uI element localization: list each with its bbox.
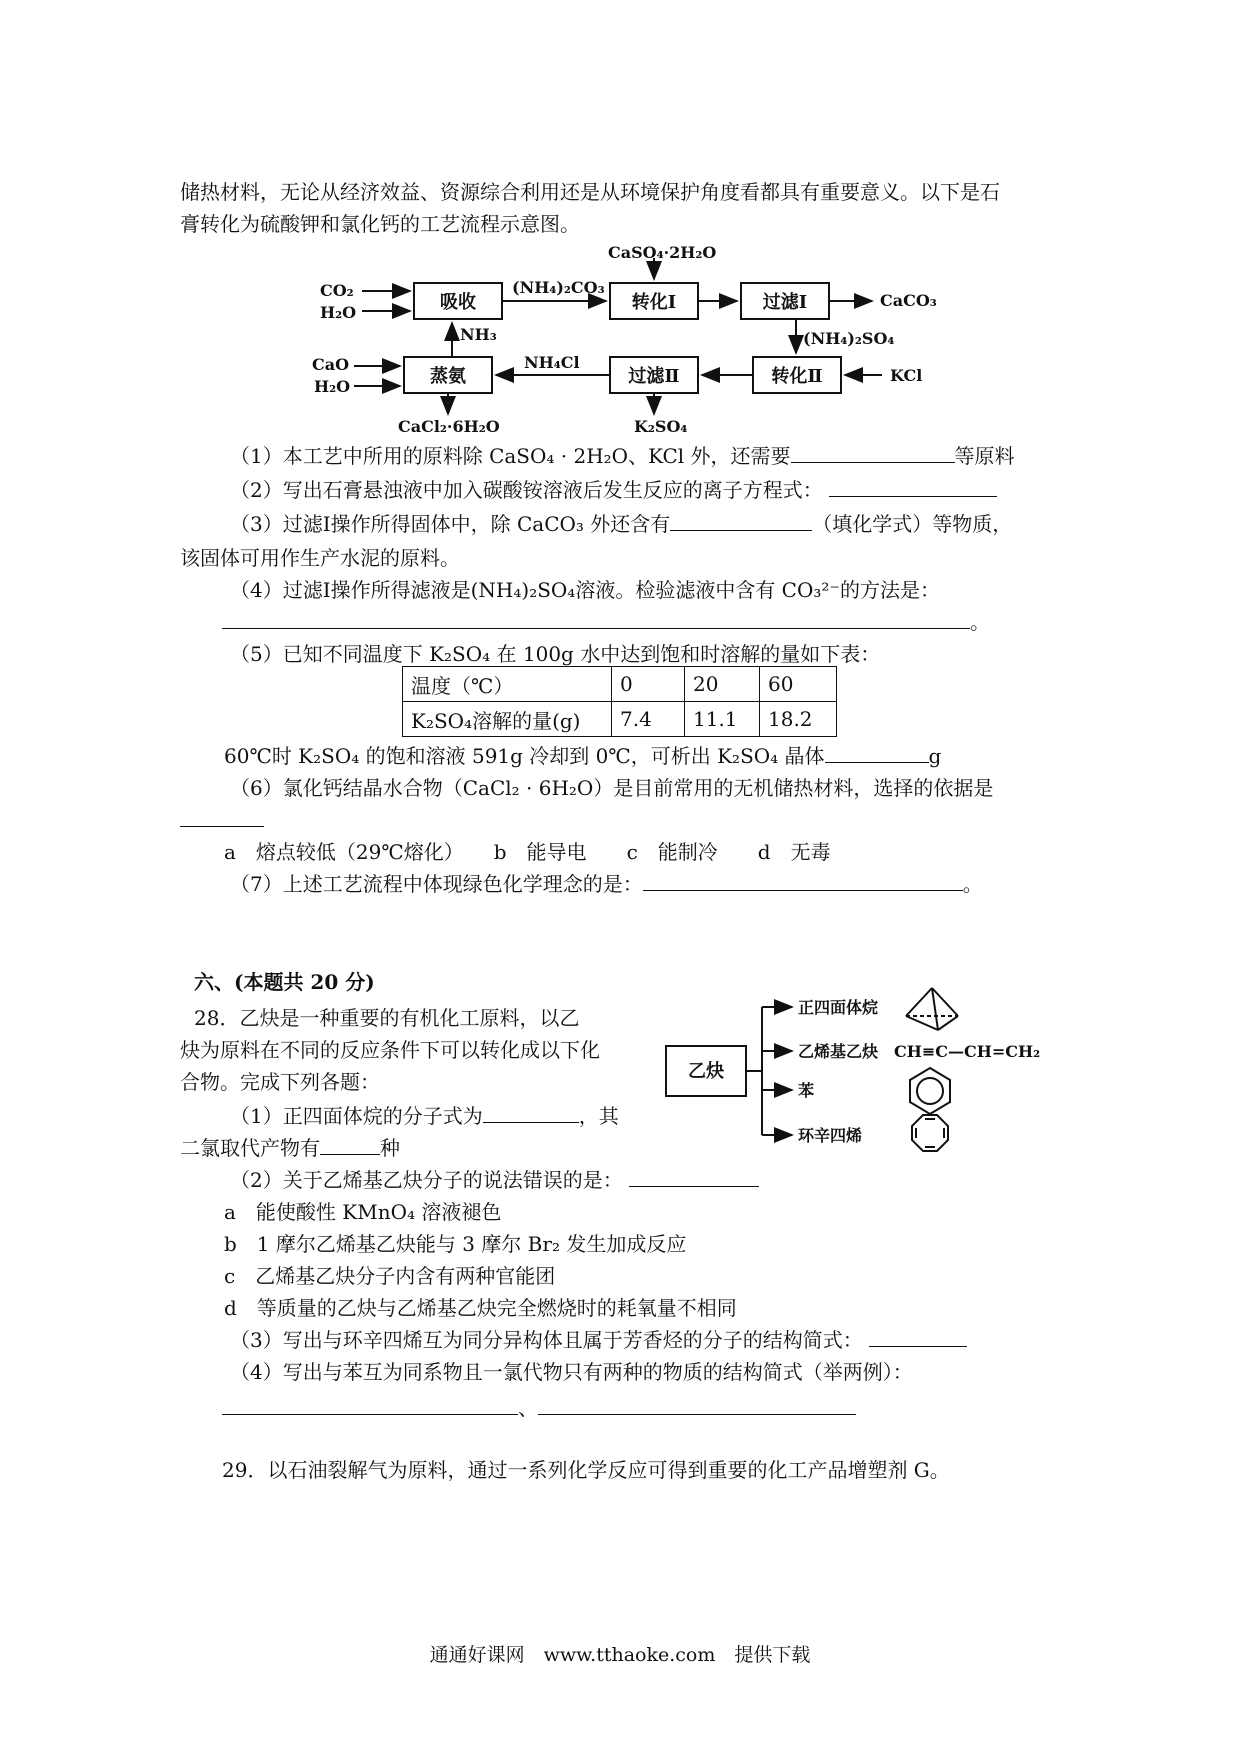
- q28-option-b: b 1 摩尔乙烯基乙炔能与 3 摩尔 Br₂ 发生加成反应: [224, 1232, 687, 1256]
- cyclooctatetraene-structure-icon: [912, 1115, 948, 1151]
- benzene-structure-icon: [910, 1068, 950, 1114]
- product-cyclooctatetraene: 环辛四烯: [798, 1126, 863, 1145]
- table-cell: 11.1: [685, 702, 760, 737]
- q27-part4-answer: 。: [222, 608, 990, 636]
- q29-line-1: 29．以石油裂解气为原料，通过一系列化学反应可得到重要的化工产品增塑剂 G。: [222, 1458, 950, 1482]
- answer-blank[interactable]: [483, 1102, 579, 1123]
- answer-blank[interactable]: [222, 608, 970, 629]
- q27-part6: （6）氯化钙结晶水合物（CaCl₂ · 6H₂O）是目前常用的无机储热材料，选择的依据是: [230, 776, 994, 800]
- label-nh4cl: NH₄Cl: [524, 353, 580, 372]
- table-cell: 0: [612, 667, 685, 702]
- answer-blank[interactable]: [670, 510, 812, 531]
- answer-blank[interactable]: [829, 476, 997, 497]
- q27-part3-cont: 该固体可用作生产水泥的原料。: [180, 546, 460, 570]
- label-cacl2-hydrate: CaCl₂·6H₂O: [398, 417, 500, 436]
- answer-blank[interactable]: [791, 442, 955, 463]
- box-filter2-label: 过滤Ⅱ: [628, 366, 680, 387]
- q27-part5-calc: 60℃时 K₂SO₄ 的饱和溶液 591g 冷却到 0℃，可析出 K₂SO₄ 晶体 g: [224, 744, 942, 768]
- vinylacetylene-formula: CH≡C—CH=CH₂: [894, 1042, 1041, 1061]
- intro-line-2: 膏转化为硫酸钾和氯化钙的工艺流程示意图。: [180, 212, 580, 236]
- q28-part2: （2）关于乙烯基乙炔分子的说法错误的是：: [230, 1166, 759, 1194]
- tetrahedrane-structure-icon: [906, 988, 958, 1030]
- q28-part4: （4）写出与苯互为同系物且一氯代物只有两种的物质的结构简式（举两例）：: [230, 1360, 913, 1384]
- box-acetylene-label: 乙炔: [688, 1061, 724, 1082]
- q27-part4: （4）过滤Ⅰ操作所得滤液是(NH₄)₂SO₄溶液。检验滤液中含有 CO₃²⁻的方法是：: [230, 578, 940, 602]
- label-h2o-1: H₂O: [320, 303, 357, 322]
- answer-blank[interactable]: [629, 1166, 759, 1187]
- q27-part7: （7）上述工艺流程中体现绿色化学理念的是： 。: [230, 872, 983, 896]
- label-h2o-2: H₂O: [314, 377, 351, 396]
- box-acetylene: [666, 1046, 746, 1096]
- q27-part1: （1）本工艺中所用的原料除 CaSO₄ · 2H₂O、KCl 外，还需要 等原料: [230, 444, 1015, 468]
- q27-part3: （3）过滤Ⅰ操作所得固体中，除 CaCO₃ 外还含有 （填化学式）等物质，: [230, 512, 1013, 536]
- table-cell: 7.4: [612, 702, 685, 737]
- q27-part2: （2）写出石膏悬浊液中加入碳酸铵溶液后发生反应的离子方程式：: [230, 476, 997, 504]
- box-filter1-label: 过滤Ⅰ: [762, 292, 808, 313]
- q28-part1: （1）正四面体烷的分子式为 ，其: [230, 1104, 619, 1128]
- label-k2so4: K₂SO₄: [634, 417, 688, 436]
- table-cell: 20: [685, 667, 760, 702]
- q28-option-a: a 能使酸性 KMnO₄ 溶液褪色: [224, 1200, 502, 1224]
- q28-part4-answer: 、: [222, 1394, 856, 1422]
- table-row: [403, 702, 837, 737]
- label-kcl: KCl: [890, 366, 923, 385]
- q27-part6-answer: [180, 806, 264, 834]
- answer-blank[interactable]: [643, 870, 963, 891]
- label-cao: CaO: [312, 355, 350, 374]
- answer-blank[interactable]: [180, 806, 264, 827]
- section-title: 六、(本题共 20 分): [194, 970, 375, 994]
- answer-blank[interactable]: [320, 1134, 380, 1155]
- q28-part1-cont: 二氯取代产物有 种: [180, 1136, 400, 1160]
- box-absorb-label: 吸收: [440, 292, 476, 313]
- table-cell: 温度（℃）: [403, 667, 612, 702]
- q28-option-d: d 等质量的乙炔与乙烯基乙炔完全燃烧时的耗氧量不相同: [224, 1296, 737, 1320]
- q27-part5: （5）已知不同温度下 K₂SO₄ 在 100g 水中达到饱和时溶解的量如下表：: [230, 642, 881, 666]
- box-ammonia-label: 蒸氨: [430, 366, 466, 387]
- table-cell: 60: [760, 667, 837, 702]
- label-caco3: CaCO₃: [880, 291, 937, 310]
- answer-blank[interactable]: [869, 1326, 967, 1347]
- answer-blank[interactable]: [825, 742, 929, 763]
- page-footer: 通通好课网 www.tthaoke.com 提供下载: [429, 1644, 811, 1666]
- intro-line-1: 储热材料，无论从经济效益、资源综合利用还是从环境保护角度看都具有重要意义。以下是石: [180, 180, 1000, 204]
- product-tetrahedrane: 正四面体烷: [798, 998, 879, 1017]
- box-convert2-label: 转化Ⅱ: [771, 366, 823, 387]
- product-vinylacetylene: 乙烯基乙炔: [798, 1042, 879, 1061]
- label-co2: CO₂: [320, 281, 354, 300]
- table-cell: 18.2: [760, 702, 837, 737]
- q28-intro-3: 合物。完成下列各题：: [180, 1070, 380, 1094]
- q28-intro-1: 28．乙炔是一种重要的有机化工原料，以乙: [194, 1006, 580, 1030]
- q28-part3: （3）写出与环辛四烯互为同分异构体且属于芳香烃的分子的结构简式：: [230, 1326, 967, 1354]
- product-benzene: 苯: [798, 1081, 815, 1100]
- label-caso4: CaSO₄·2H₂O: [608, 243, 717, 262]
- answer-blank[interactable]: [538, 1394, 856, 1415]
- q27-part6-options: a 熔点较低（29℃熔化） b 能导电 c 能制冷 d 无毒: [224, 840, 831, 864]
- table-cell: K₂SO₄溶解的量(g): [403, 702, 612, 737]
- q28-intro-2: 炔为原料在不同的反应条件下可以转化成以下化: [180, 1038, 600, 1062]
- table-row: [403, 667, 837, 702]
- process-flow-diagram: [0, 0, 1240, 440]
- box-convert1-label: 转化Ⅰ: [631, 292, 677, 313]
- q28-option-c: c 乙烯基乙炔分子内含有两种官能团: [224, 1264, 556, 1288]
- label-nh3: NH₃: [460, 325, 497, 344]
- answer-blank[interactable]: [222, 1394, 518, 1415]
- label-ammonium-sulfate: (NH₄)₂SO₄: [803, 329, 895, 348]
- solubility-table: [402, 666, 837, 737]
- label-ammonium-carbonate: (NH₄)₂CO₃: [512, 278, 605, 297]
